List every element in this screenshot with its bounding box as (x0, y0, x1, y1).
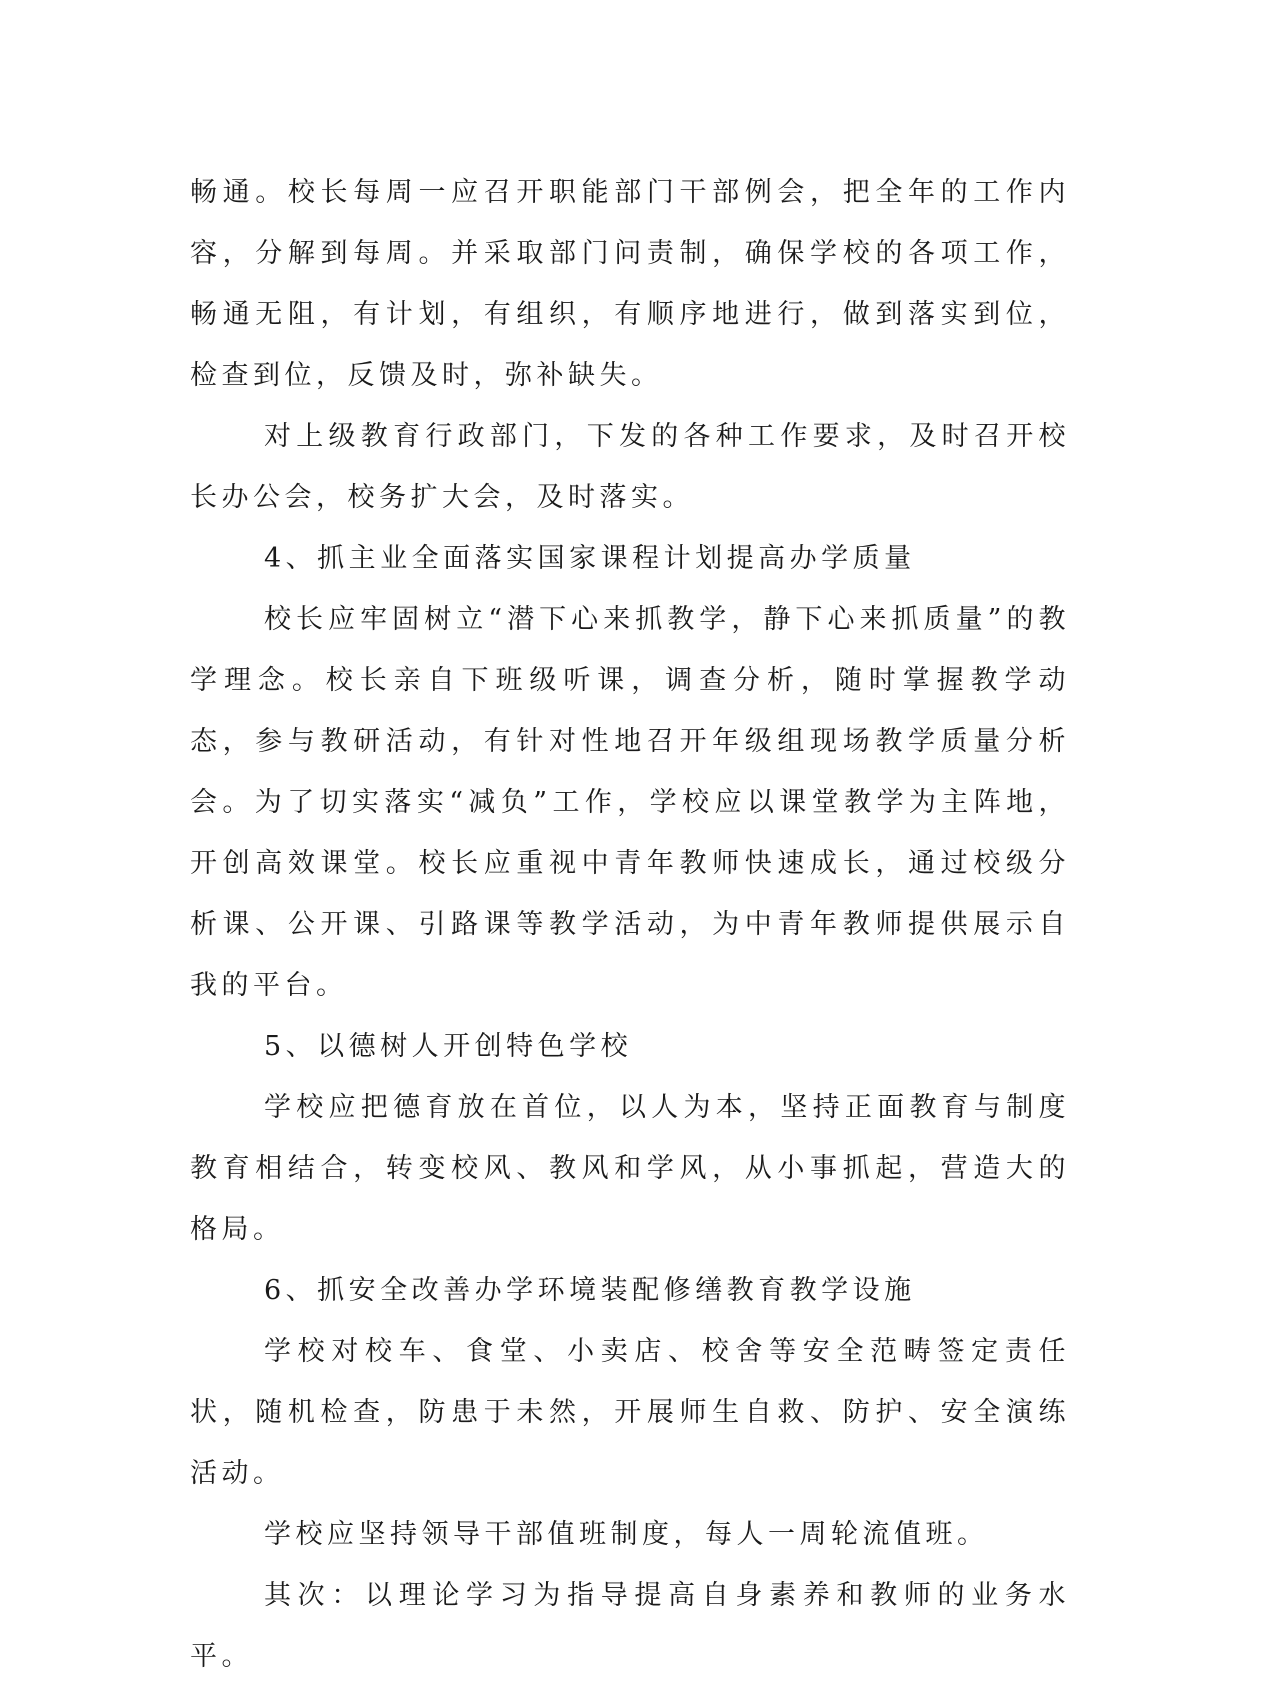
section-heading: 5、以德树人开创特色学校 (264, 1031, 633, 1062)
paragraph: 校长应牢固树立“潜下心来抓教学，静下心来抓质量”的教学理念。校长亲自下班级听课，调查分析，随时掌握教学动态，参与教研活动，有针对性地召开年级组现场教学质量分析会。为了切实落实“减负”工作，学校应以课堂教学为主阵地，开创高效课堂。校长应重视中青年教师快速成长，通过校级分析课、公开课、引路课等教学活动，为中青年教师提供展示自我的平台。 (190, 604, 1070, 1001)
section-heading: 6、抓安全改善办学环境装配修缮教育教学设施 (264, 1275, 916, 1306)
section-heading: 4、抓主业全面落实国家课程计划提高办学质量 (264, 543, 916, 574)
paragraph: 学校应把德育放在首位，以人为本，坚持正面教育与制度教育相结合，转变校风、教风和学风，从小事抓起，营造大的格局。 (190, 1092, 1070, 1245)
paragraph-continuation: 畅通。校长每周一应召开职能部门干部例会，把全年的工作内容，分解到每周。并采取部门问责制，确保学校的各项工作，畅通无阻，有计划，有组织，有顺序地进行，做到落实到位，检查到位，反馈及时，弥补缺失。 (190, 177, 1070, 391)
paragraph: 其次：以理论学习为指导提高自身素养和教师的业务水平。 (190, 1580, 1070, 1672)
document-body (190, 162, 1070, 1687)
paragraph: 对上级教育行政部门，下发的各种工作要求，及时召开校长办公会，校务扩大会，及时落实。 (190, 421, 1070, 513)
paragraph: 学校应坚持领导干部值班制度，每人一周轮流值班。 (264, 1519, 989, 1550)
paragraph: 学校对校车、食堂、小卖店、校舍等安全范畴签定责任状，随机检查，防患于未然，开展师生自救、防护、安全演练活动。 (190, 1336, 1070, 1489)
